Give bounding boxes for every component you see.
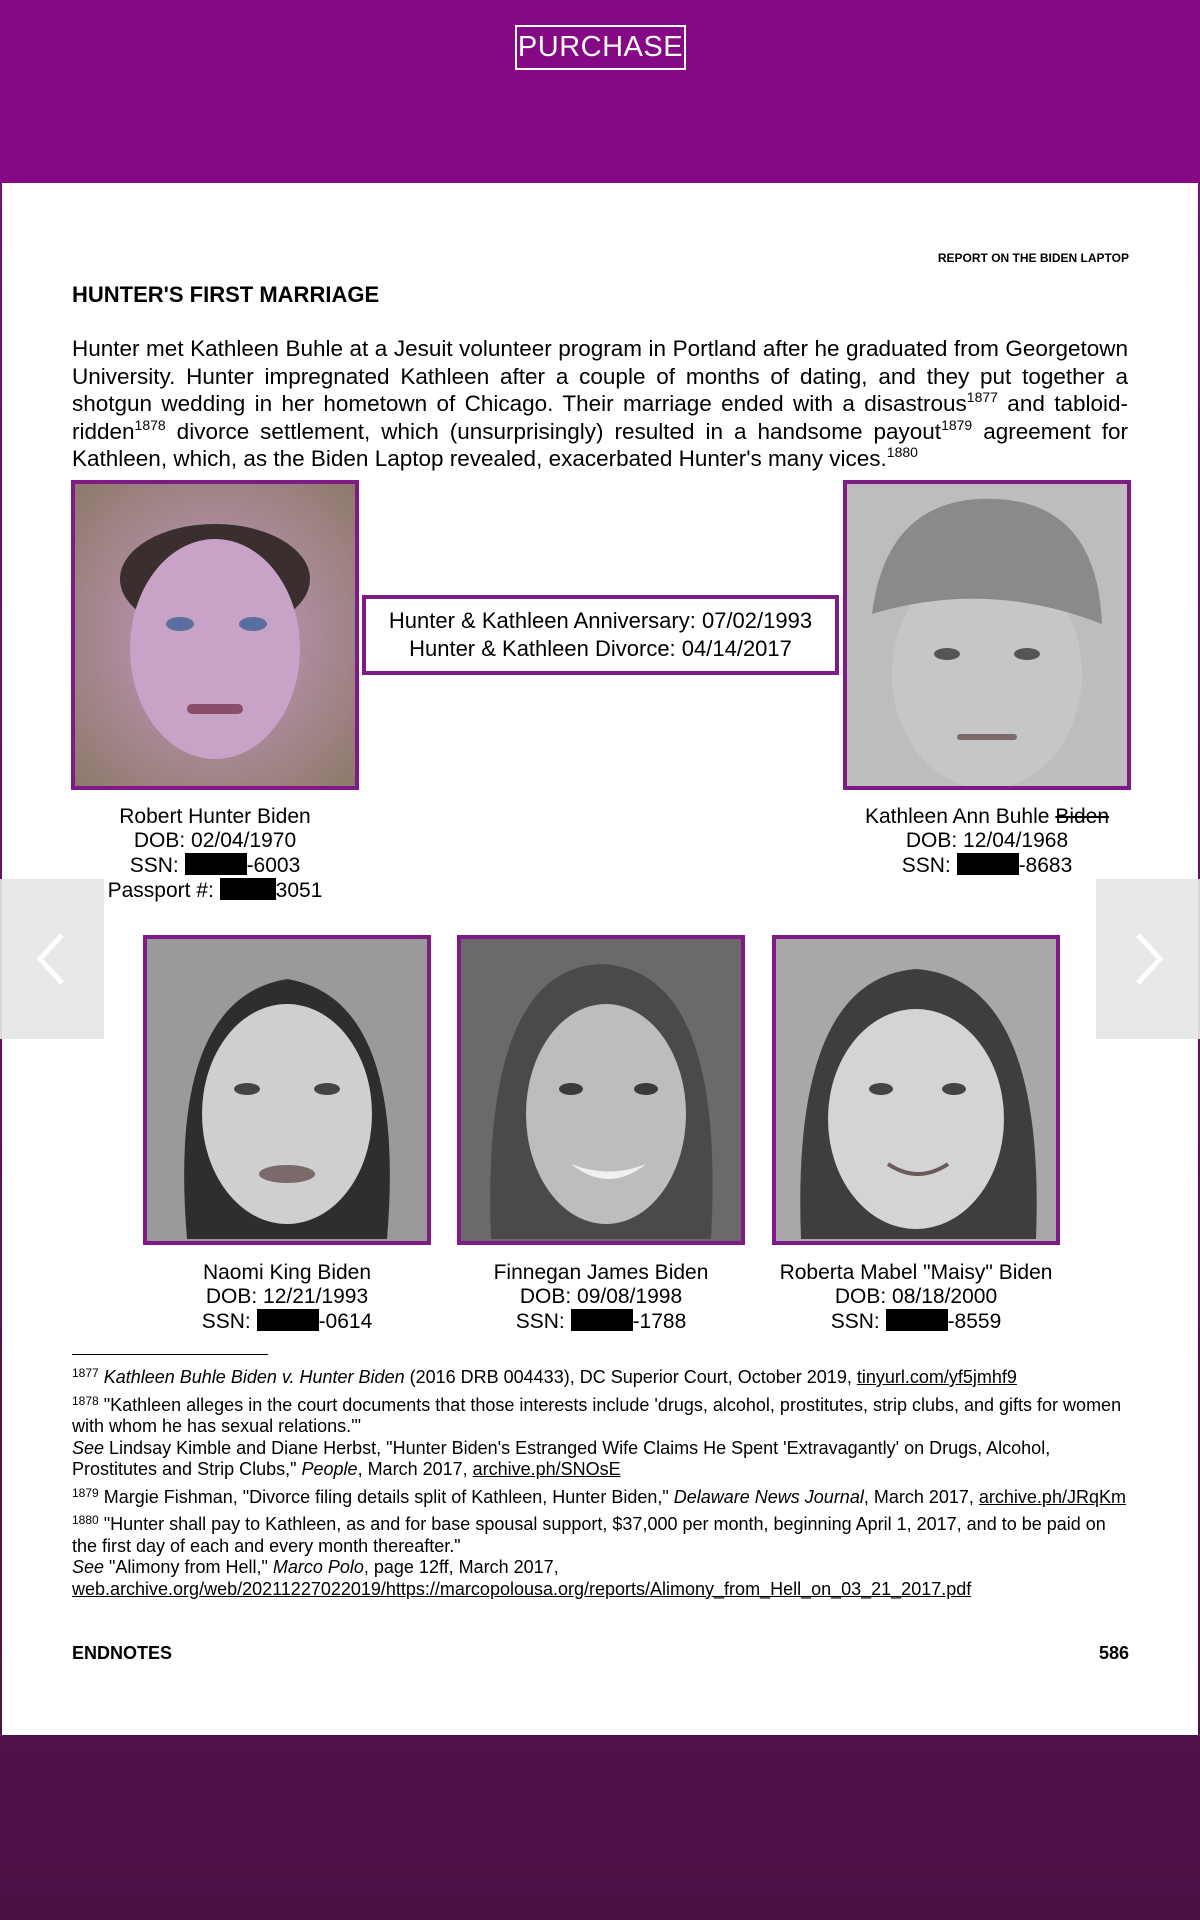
person-dob: DOB: 12/21/1993 (205, 1285, 369, 1308)
portrait-placeholder (847, 484, 1127, 786)
person-ssn: SSN: -1788 (515, 1310, 687, 1333)
footnote-1879: $^{1879}$ Margie Fishman, "Divorce filing details split of Kathleen, Hunter Biden," Delaware News Journal, March 2017, archive.ph/JRqKm (72, 1485, 1126, 1507)
person-dob: DOB: 02/04/1970 (133, 829, 297, 852)
finnegan-photo (457, 935, 745, 1245)
person-passport: Passport #: 3051 (107, 879, 323, 902)
redaction-bar (257, 1309, 319, 1331)
person-dob: DOB: 08/18/2000 (834, 1285, 998, 1308)
person-name: Kathleen Ann Buhle Biden (864, 805, 1110, 828)
naomi-caption (143, 1261, 431, 1334)
person-dob: DOB: 09/08/1998 (519, 1285, 683, 1308)
person-name: Finnegan James Biden (493, 1261, 709, 1284)
footnote-link[interactable]: archive.ph/SNOsE (472, 1459, 621, 1479)
footnote-ref[interactable]: 1877 (966, 389, 998, 405)
person-name: Roberta Mabel "Maisy" Biden (779, 1261, 1053, 1284)
marriage-dates-box (362, 595, 839, 675)
person-name: Naomi King Biden (202, 1261, 372, 1284)
intro-paragraph: Hunter met Kathleen Buhle at a Jesuit volunteer program in Portland after he graduated from Georgetown University. Hunter impregnated Kathleen after a couple of months of dating, and they put together a shotgun wedding in her hometown of Chicago. Their marriage ended with a disastrous$^{1877}$ and tabloid-ridden$^{1878}$ divorce settlement, which (unsurprisingly) resulted in a handsome payout$^{1879}$ agreement for Kathleen, which, as the Biden Laptop revealed, exacerbated Hunter's many vices.$^{1880}$ (72, 336, 1128, 471)
kathleen-photo (843, 480, 1131, 790)
chevron-left-icon (32, 929, 72, 989)
maisy-photo (772, 935, 1060, 1245)
finnegan-caption (457, 1261, 745, 1334)
footnote-1877: $^{1877}$ Kathleen Buhle Biden v. Hunter Biden (2016 DRB 004433), DC Superior Court, October 2019, tinyurl.com/yf5jmhf9 (72, 1366, 1017, 1387)
hunter-caption (71, 805, 359, 903)
report-header: REPORT ON THE BIDEN LAPTOP (937, 251, 1129, 265)
redaction-bar (957, 853, 1019, 875)
divorce-text: Hunter & Kathleen Divorce: 04/14/2017 (409, 636, 792, 661)
person-ssn: SSN: -6003 (129, 854, 301, 877)
redaction-bar (886, 1309, 948, 1331)
footnote-ref[interactable]: 1880 (886, 444, 918, 460)
hunter-photo (71, 480, 359, 790)
footnote-link[interactable]: tinyurl.com/yf5jmhf9 (856, 1367, 1017, 1387)
footnote-link[interactable]: archive.ph/JRqKm (978, 1486, 1126, 1507)
footnotes (72, 1367, 1132, 1606)
section-title: HUNTER'S FIRST MARRIAGE (72, 282, 380, 307)
endnotes-label: ENDNOTES (72, 1643, 173, 1663)
person-ssn: SSN: -0614 (201, 1310, 373, 1333)
redaction-bar (571, 1309, 633, 1331)
redaction-bar (185, 853, 247, 875)
purchase-button[interactable]: PURCHASE (515, 25, 686, 70)
portrait-placeholder (147, 939, 427, 1241)
portrait-placeholder (461, 939, 741, 1241)
footnote-ref[interactable]: 1878 (134, 416, 166, 433)
footnote-1880: $^{1880}$ "Hunter shall pay to Kathleen, as and for base spousal support, $37,000 per month, beginning April 1, 2017, and to be paid on the first day of each and every month thereafter." See "Alimony from Hell," Marco Polo, page 12ff, March 2017, web.archive.org/web/20211227022019/https://marcopolousa.org/reports/Alimony_from_Hell_on_03_21_2017.pdf (72, 1513, 1106, 1599)
portrait-placeholder (776, 939, 1056, 1241)
footnote-ref[interactable]: 1879 (941, 416, 973, 433)
next-page-button[interactable] (1096, 879, 1200, 1039)
person-name: Robert Hunter Biden (119, 805, 311, 828)
redaction-bar (220, 878, 276, 900)
person-ssn: SSN: -8683 (901, 854, 1073, 877)
top-bar (0, 0, 1200, 183)
portrait-placeholder (75, 484, 355, 786)
footnote-divider (72, 1354, 268, 1355)
previous-page-button[interactable] (0, 879, 104, 1039)
chevron-right-icon (1128, 929, 1168, 989)
page-number: 586 (1098, 1643, 1129, 1663)
person-dob: DOB: 12/04/1968 (905, 829, 1069, 852)
footnote-link[interactable]: web.archive.org/web/20211227022019/https://marcopolousa.org/reports/Alimony_from_Hell_on_03_21_2017.pdf (72, 1578, 972, 1599)
naomi-photo (143, 935, 431, 1245)
document-page (2, 183, 1198, 1735)
anniversary-text: Hunter & Kathleen Anniversary: 07/02/1993 (388, 608, 813, 633)
person-ssn: SSN: -8559 (830, 1310, 1002, 1333)
maisy-caption (762, 1261, 1070, 1334)
kathleen-caption (843, 805, 1131, 878)
footnote-1878: $^{1878}$ "Kathleen alleges in the court documents that those interests include 'drugs, alcohol, prostitutes, strip clubs, and gifts for women with whom he has sexual relations.'" See Lindsay Kimble and Diane Herbst, "Hunter Biden's Estranged Wife Claims He Spent 'Extravagantly' on Drugs, Alcohol, Prostitutes and Strip Clubs," People, March 2017, archive.ph/SNOsE (72, 1393, 1122, 1479)
